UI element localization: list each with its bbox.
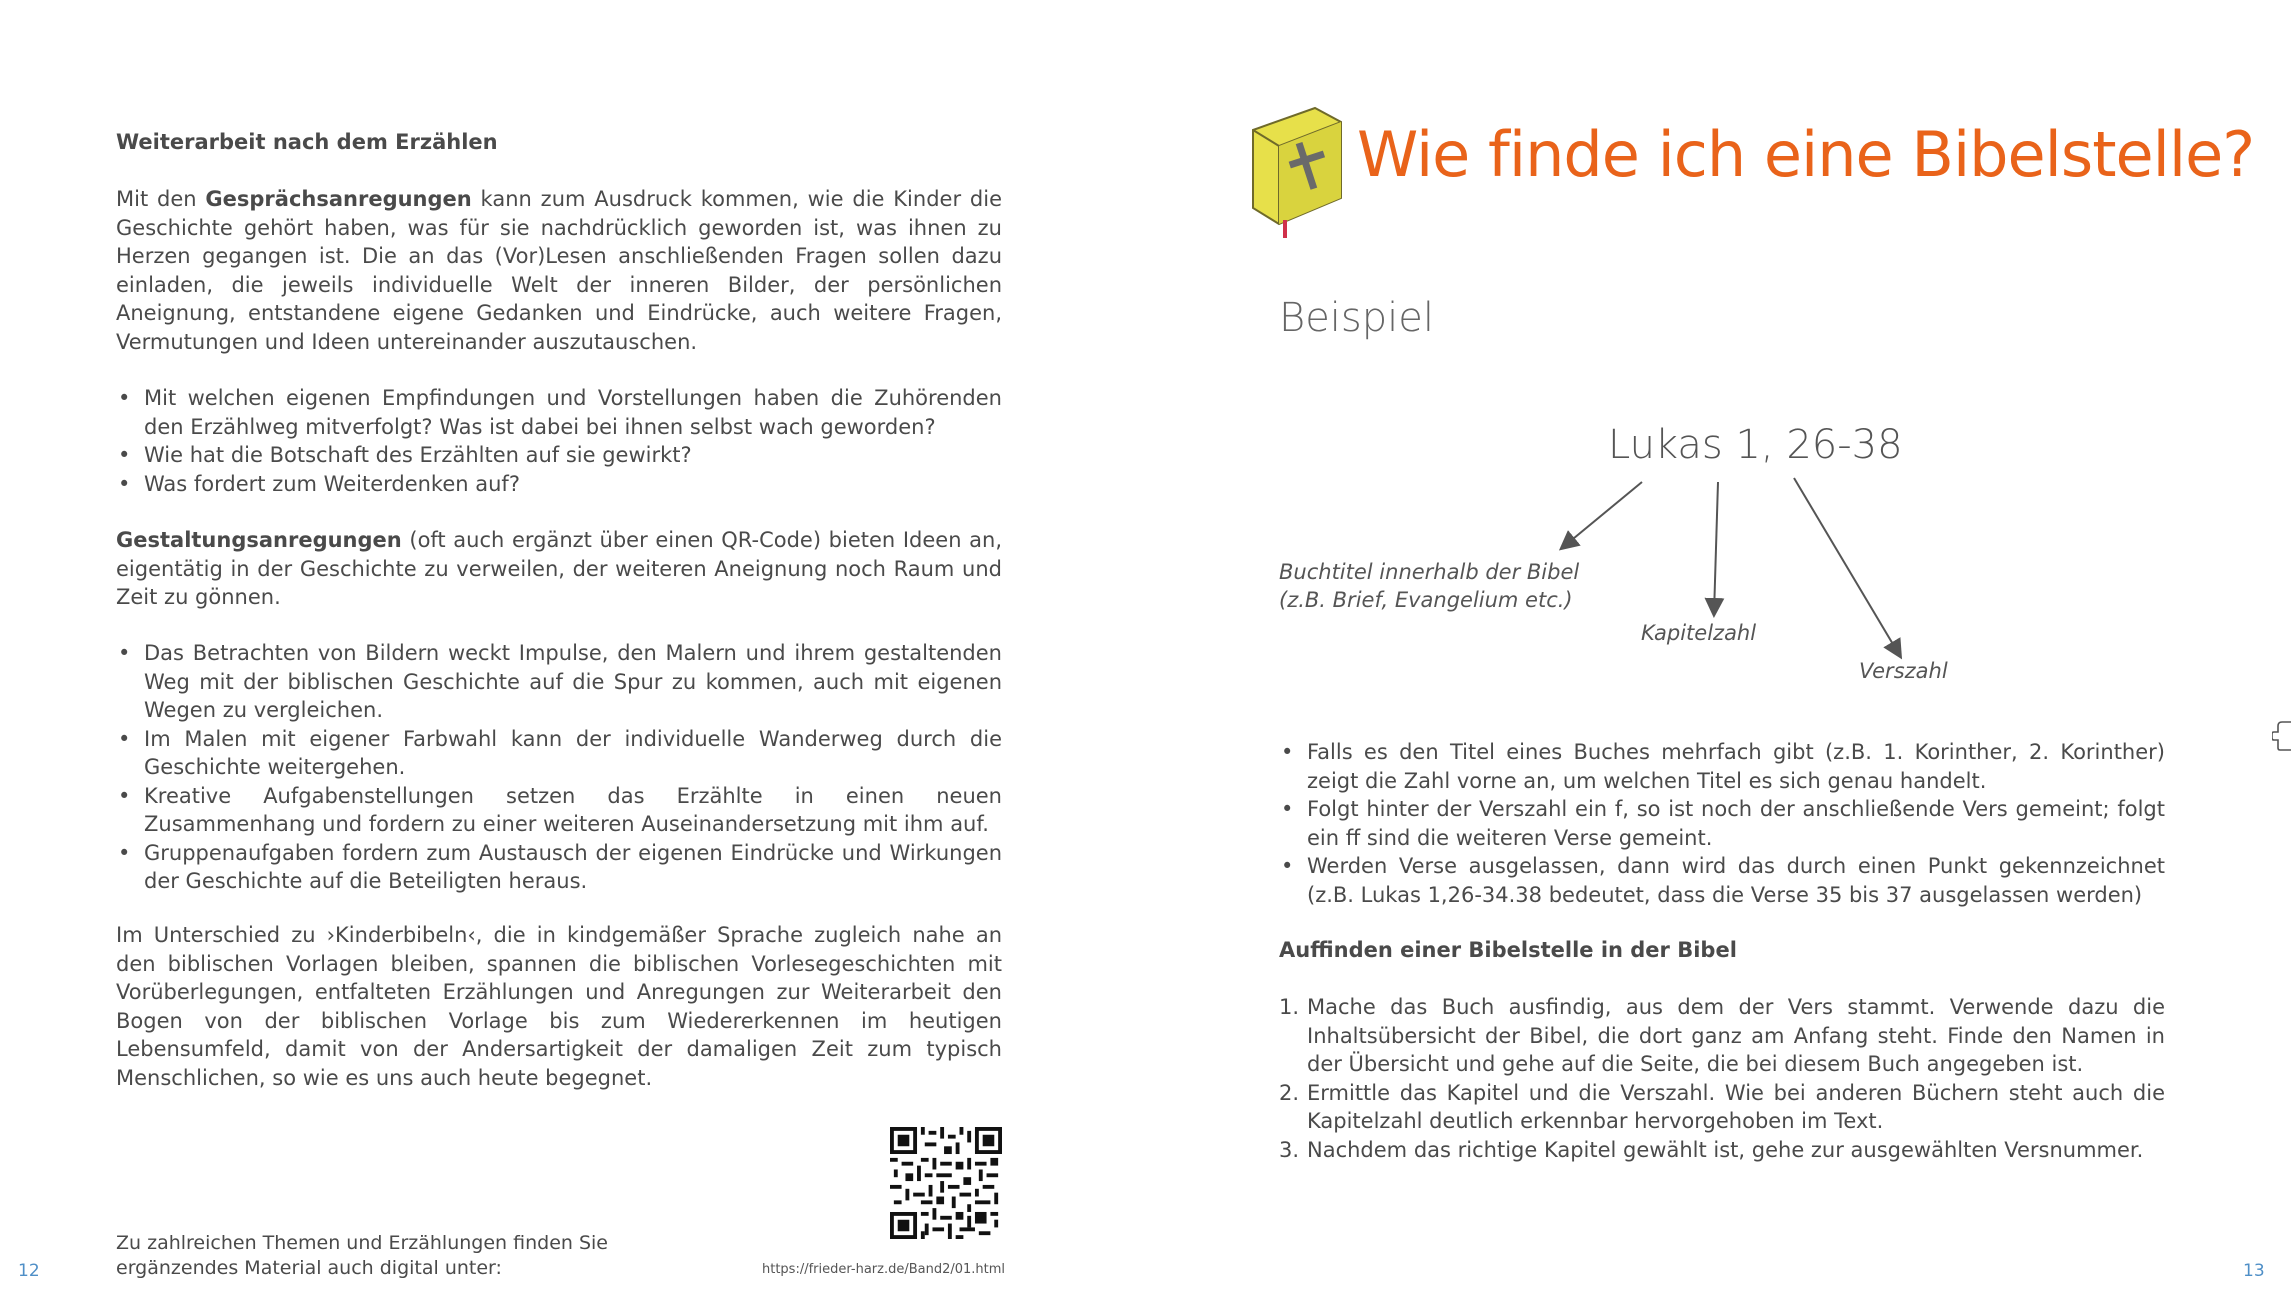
arrow-chapter: [1714, 482, 1718, 614]
paragraph-kinderbibeln: Im Unterschied zu ›Kinderbibeln‹, die in kindgemäßer Sprache zugleich nahe an den biblischen Vorlagen bleiben, spannen die biblischen Vorlesegeschichten mit Vorüberlegungen, entfalteten Erzählungen und Anregungen zur Weiterarbeit den Bogen von der biblischen Vorlage bis zum Wiedererkennen im heutigen Lebensumfeld, damit von der Andersartigkeit der damaligen Zeit zum typisch Menschlichen, so wie es uns auch heute begegnet.: [116, 923, 1002, 1090]
list-item: • Das Betrachten von Bildern weckt Impulse, den Malern und ihrem gestaltenden Weg mit der biblischen Geschichte auf die Spur zu kommen, auch mit eigenen Wegen zu vergleichen.: [116, 639, 1002, 725]
list-item: [1279, 1136, 2165, 1165]
p1-pre: Mit den: [116, 187, 206, 211]
steps-list: [1279, 993, 2165, 1164]
arrow-verse: [1794, 478, 1900, 656]
list-item: • Kreative Aufgabenstellungen setzen das Erzählte in einen neuen Zusammenhang und fordern zu einer weiteren Auseinandersetzung mit ihm auf.: [116, 782, 1002, 839]
list-item: • Mit welchen eigenen Empfindungen und Vorstellungen haben die Zuhörenden den Erzählweg mitverfolgt? Was ist dabei bei ihnen selbst wach geworden?: [116, 384, 1002, 441]
label-book-line-2: (z.B. Brief, Evangelium etc.): [1279, 588, 1573, 612]
paragraph-gespraechsanregungen: [116, 185, 1002, 356]
p2-bold: Gestaltungsanregungen: [116, 528, 402, 552]
label-verse: Verszahl: [1859, 659, 1948, 683]
page-number-left: 12: [18, 1261, 40, 1281]
notes-list: [1279, 738, 2165, 909]
arrow-book: [1562, 482, 1642, 548]
list-item: [1279, 1079, 2165, 1136]
step-text: Ermittle das Kapitel und die Verszahl. Wie bei anderen Büchern steht auch die Kapitelzahl deutlich erkennbar hervorgehoben im Text.: [1307, 1080, 2165, 1133]
page-number-right: 13: [2243, 1261, 2265, 1281]
qr-code-icon[interactable]: [890, 1127, 1002, 1239]
paragraph-gestaltungsanregungen: [116, 526, 1002, 612]
bible-reference: Lukas 1, 26-38: [1608, 422, 1903, 468]
section-heading-auffinden: Auffinden einer Bibelstelle in der Bibel: [1279, 938, 1737, 962]
footer-note: [116, 1231, 676, 1281]
step-text: Nachdem das richtige Kapitel gewählt ist, gehe zur ausgewählten Versnummer.: [1307, 1137, 2144, 1162]
list-item: • Falls es den Titel eines Buches mehrfach gibt (z.B. 1. Korinther, 2. Korinther) zeigt die Zahl vorne an, um welchen Titel es sich genau handelt.: [1279, 738, 2165, 795]
pointer-hand-icon: [2272, 718, 2291, 754]
list-item: • Was fordert zum Weiterdenken auf?: [116, 470, 1002, 499]
material-url[interactable]: https://frieder-harz.de/Band2/01.html: [762, 1262, 1006, 1277]
ideas-list: [116, 639, 1002, 896]
list-item: • Im Malen mit eigener Farbwahl kann der individuelle Wanderweg durch die Geschichte weitergehen.: [116, 725, 1002, 782]
list-item: • Werden Verse ausgelassen, dann wird das durch einen Punkt gekennzeichnet (z.B. Lukas 1,26-34.38 bedeutet, dass die Verse 35 bis 37 ausgelassen werden): [1279, 852, 2165, 909]
step-number: 3.: [1279, 1137, 1300, 1162]
label-book-title: [1279, 558, 1579, 614]
bible-book-icon: [1245, 100, 1355, 240]
footer-line-2: ergänzendes Material auch digital unter:: [116, 1257, 502, 1279]
p2-post: (oft auch ergänzt über einen QR-Code) bieten Ideen an, eigentätig in der Geschichte zu verweilen, der weiteren Aneignung noch Raum und Zeit zu gönnen.: [116, 528, 1002, 609]
page-title: Wie finde ich eine Bibelstelle?: [1357, 118, 2255, 191]
p1-bold: Gesprächsanregungen: [205, 187, 472, 211]
footer-line-1: Zu zahlreichen Themen und Erzählungen finden Sie: [116, 1232, 608, 1254]
p1-post: kann zum Ausdruck kommen, wie die Kinder die Geschichte gehört haben, was für sie nachdrücklich geworden ist, was ihnen zu Herzen gegangen ist. Die an das (Vor)Lesen anschließenden Fragen sollen dazu einladen, die jeweils individuelle Welt der inneren Bilder, der persönlichen Aneignung, entstandene eigene Gedanken und Eindrücke, auch weitere Fragen, Vermutungen und Ideen untereinander auszutauschen.: [116, 187, 1002, 354]
step-text: Mache das Buch ausfindig, aus dem der Vers stammt. Verwende dazu die Inhaltsübersicht der Bibel, die dort ganz am Anfang steht. Finde den Namen in der Übersicht und gehe auf die Seite, die bei diesem Buch angegeben ist.: [1307, 995, 2165, 1076]
step-number: 1.: [1279, 995, 1300, 1019]
example-label: Beispiel: [1279, 295, 1434, 341]
list-item: • Gruppenaufgaben fordern zum Austausch der eigenen Eindrücke und Wirkungen der Geschichte auf die Beteiligten heraus.: [116, 839, 1002, 896]
step-number: 2.: [1279, 1080, 1300, 1105]
label-book-line-1: Buchtitel innerhalb der Bibel: [1279, 560, 1580, 584]
list-item: • Wie hat die Botschaft des Erzählten auf sie gewirkt?: [116, 441, 1002, 470]
list-item: [1279, 993, 2165, 1079]
label-chapter: Kapitelzahl: [1641, 621, 1757, 645]
section-heading-weiterarbeit: Weiterarbeit nach dem Erzählen: [116, 130, 498, 154]
list-item: • Folgt hinter der Verszahl ein f, so ist noch der anschließende Vers gemeint; folgt ein ff sind die weiteren Verse gemeint.: [1279, 795, 2165, 852]
question-list: [116, 384, 1002, 498]
